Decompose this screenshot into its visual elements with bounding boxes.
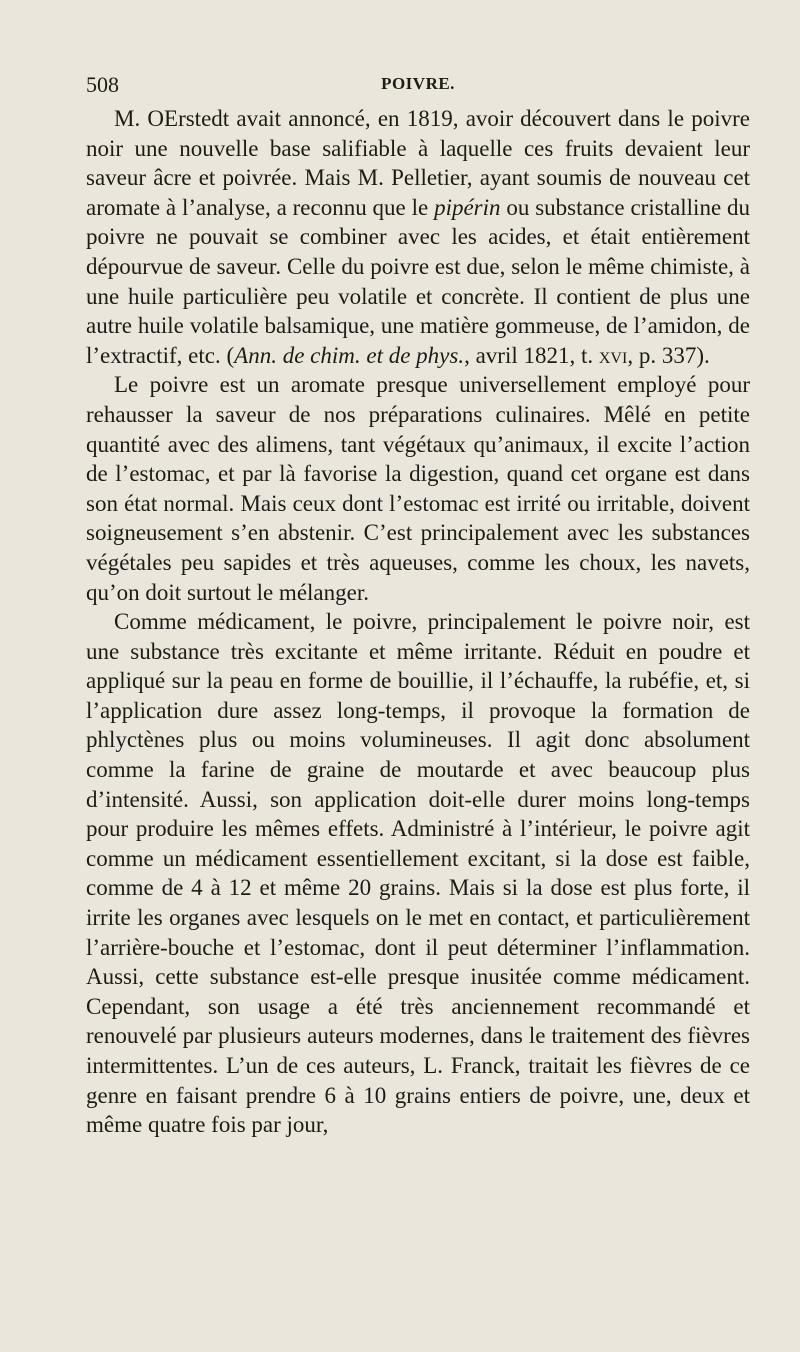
paragraph-3 (86, 607, 750, 1140)
volume-smallcaps: xvi (598, 342, 628, 368)
paragraph-1 (86, 104, 750, 370)
text-span: , p. 337). (627, 342, 710, 368)
page-number: 508 (86, 72, 119, 97)
body-text (86, 104, 750, 1140)
citation-italic: Ann. de chim. et de phys. (234, 342, 465, 368)
text-span: Comme médicament, le poivre, principalement le poivre noir, est une substance très excitante et même irritante. Réduit en poudre et appliqué sur la peau en forme de bouillie, il l’échauffe, la rubéfie, et, si l’application dure assez long-temps, il provoque la formation de phlyctènes plus ou moins volumineuses. Il agit donc absolument comme la farine de graine de moutarde et avec beaucoup plus d’intensité. Aussi, son application doit-elle durer moins long-temps pour produire les mêmes effets. Administré à l’intérieur, le poivre agit comme un médicament essentiellement excitant, si la dose est faible, comme de 4 à 12 et même 20 grains. Mais si la dose est plus forte, il irrite les organes avec lesquels on le met en contact, et particulièrement l’arrière-bouche et l’estomac, dont il peut déterminer l’inflammation. Aussi, cette substance est-elle presque inusitée comme médicament. Cependant, son usage a été très anciennement recommandé et renouvelé par plusieurs auteurs modernes, dans le traitement des fièvres intermittentes. L’un de ces auteurs, L. Franck, traitait les fièvres de ce genre en faisant prendre 6 à 10 grains entiers de poivre, une, deux et même quatre fois par jour, (86, 609, 750, 1138)
text-span-italic: pipérin (434, 194, 501, 220)
text-span: ou substance cristalline du poivre ne pouvait se combiner avec les acides, et était entièrement dépourvue de saveur. Celle du poivre est due, selon le même chimiste, à une huile particulière peu volatile et concrète. Il contient de plus une autre huile volatile balsamique, une matière gommeuse, de l’amidon, de l’extractif, etc. ( (86, 194, 750, 368)
paragraph-2 (86, 370, 750, 607)
text-span: Le poivre est un aromate presque universellement employé pour rehausser la saveur de nos préparations culinaires. Mêlé en petite quantité avec des alimens, tant végétaux qu’animaux, il excite l’action de l’estomac, et par là favorise la digestion, quand cet organe est dans son état normal. Mais ceux dont l’estomac est irrité ou irritable, doivent soigneusement s’en abstenir. C’est principalement avec les substances végétales peu sapides et très aqueuses, comme les choux, les navets, qu’on doit surtout le mélanger. (86, 372, 750, 605)
text-span: , avril 1821, t. (464, 342, 599, 368)
text-span: M. OErstedt avait annoncé, en 1819, avoir découvert dans le poivre noir une nouvelle base salifiable à laquelle ces fruits devaient leur saveur âcre et poivrée. Mais M. Pelletier, ayant soumis de nouveau cet aromate à l’analyse, a reconnu que le (86, 106, 750, 220)
running-title: POIVRE. (381, 74, 455, 93)
